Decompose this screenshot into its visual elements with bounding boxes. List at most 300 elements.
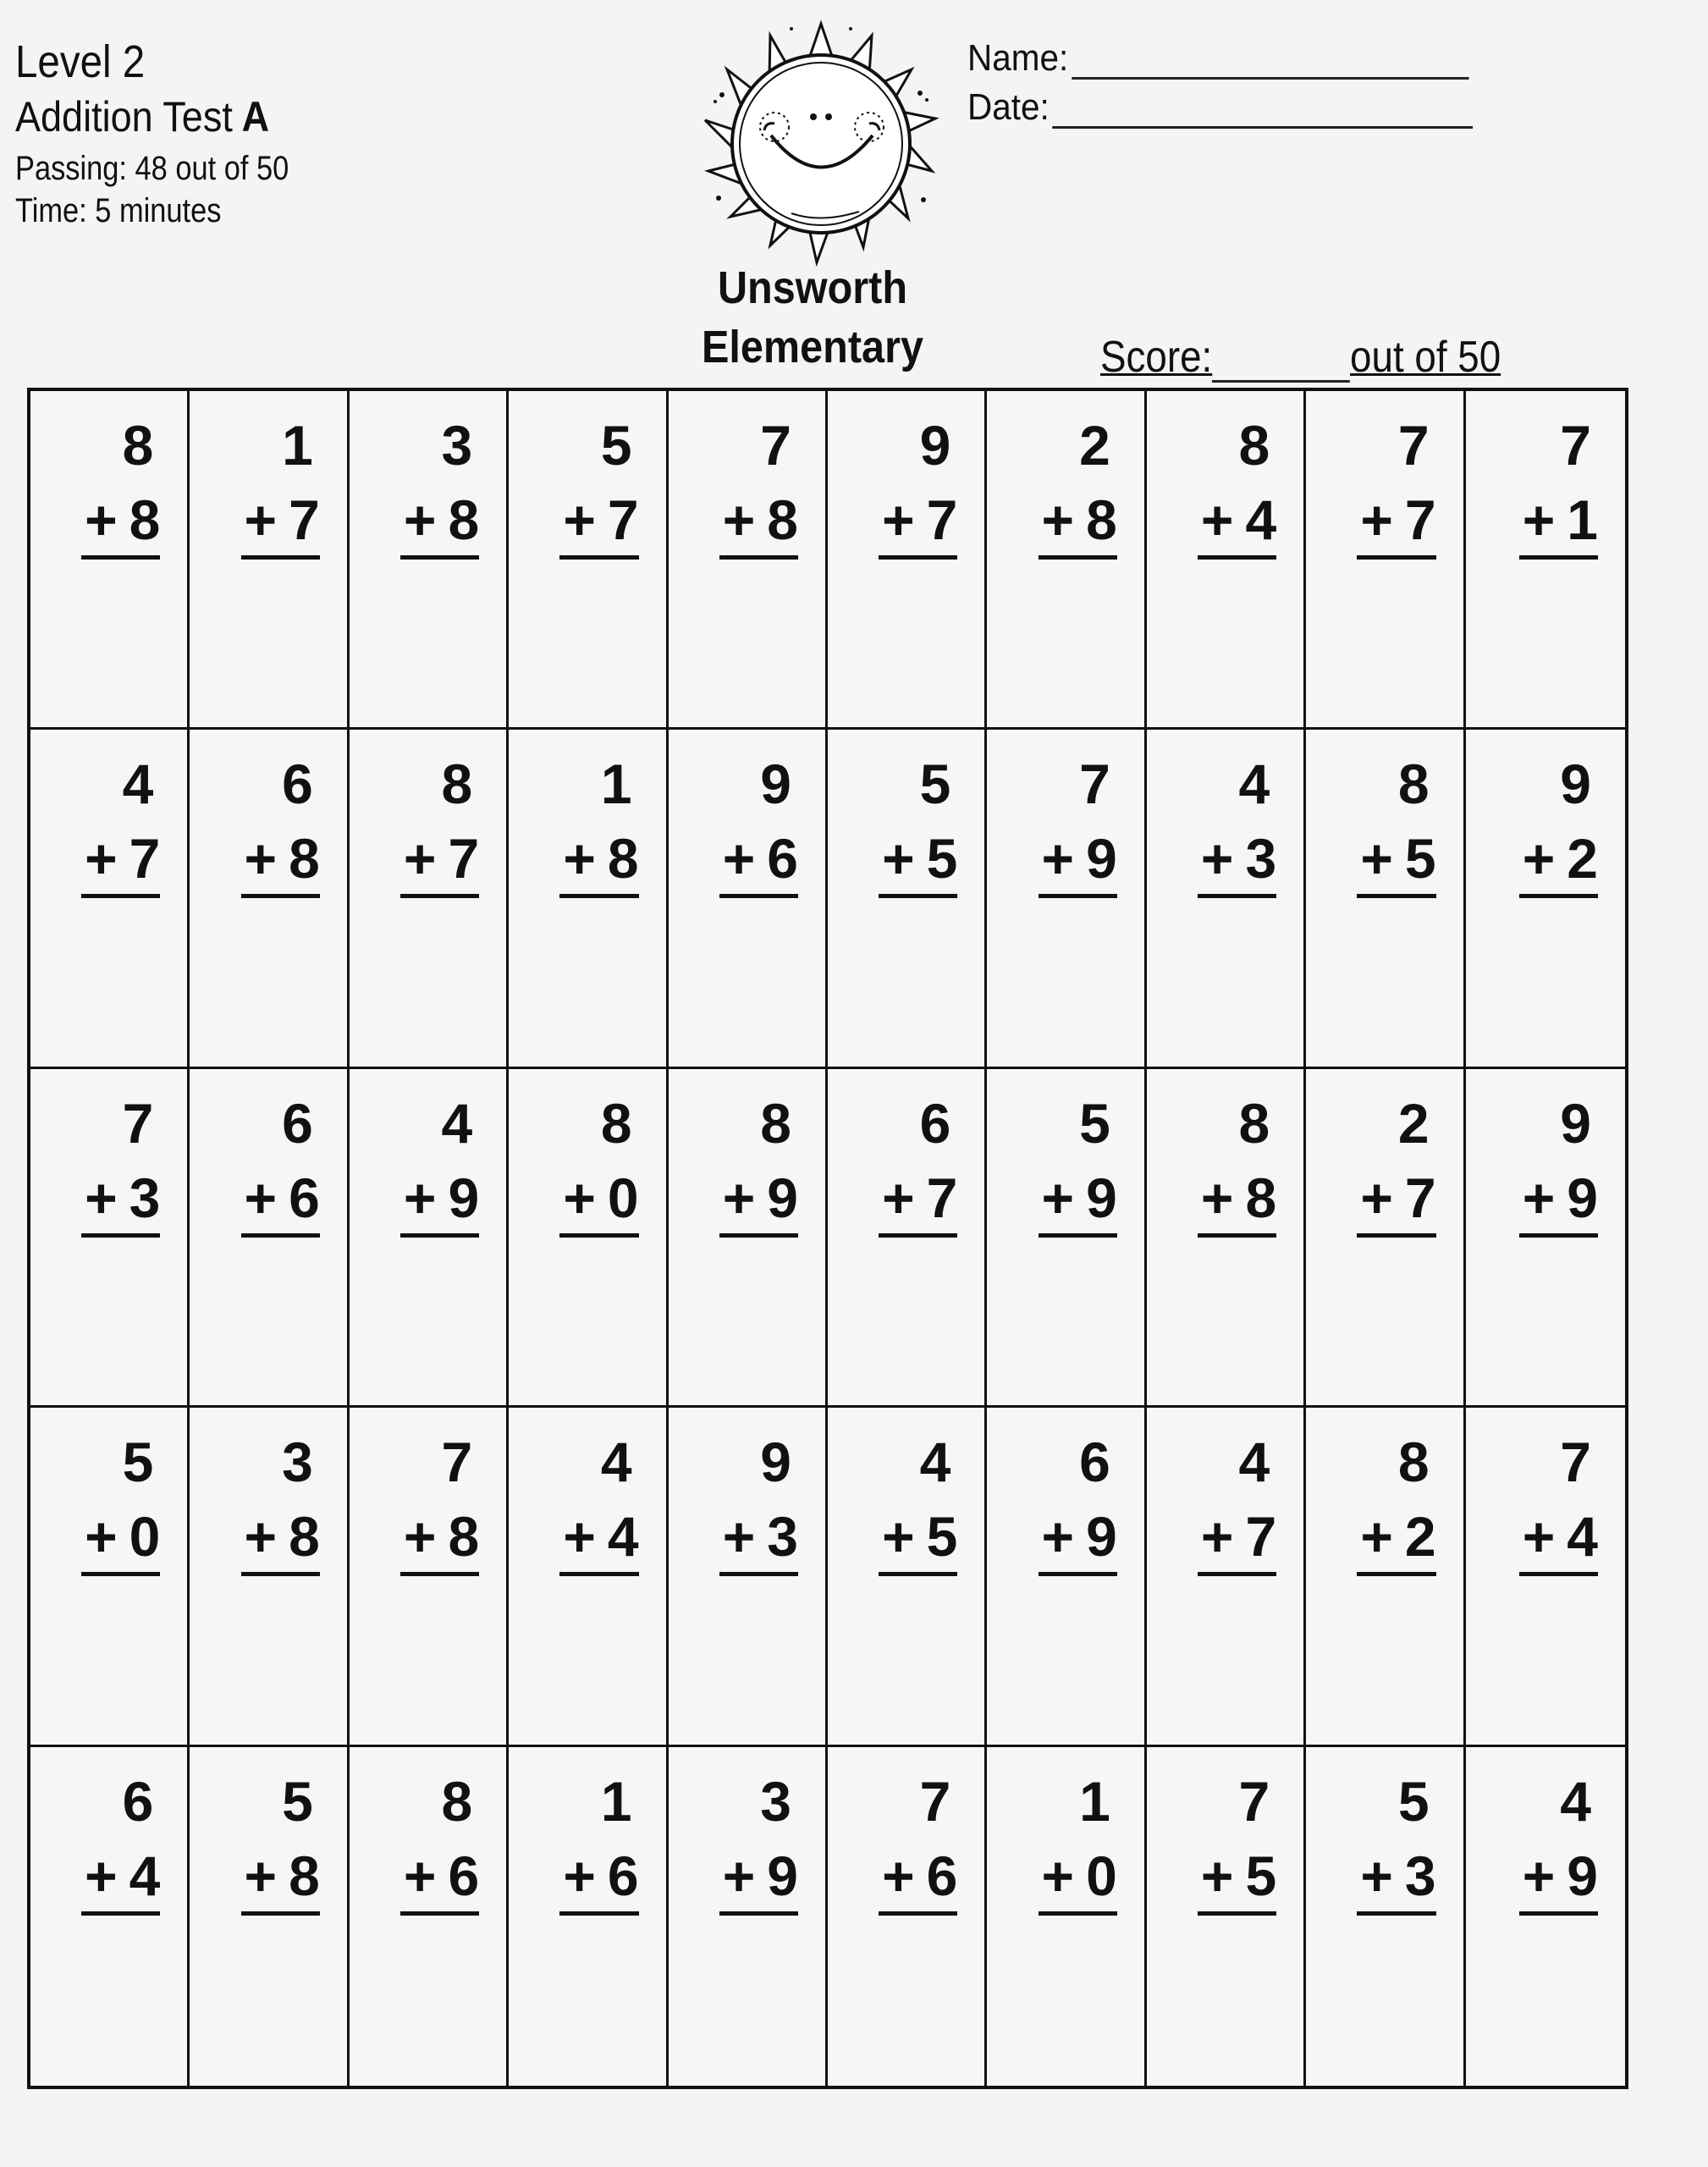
addend-bottom	[1198, 1501, 1276, 1576]
plus-sign: +	[244, 1844, 278, 1907]
addend-bottom-value: 8	[448, 1505, 480, 1569]
addend-bottom-value: 7	[1404, 488, 1436, 551]
plus-sign: +	[1360, 1166, 1393, 1229]
addition-problem	[81, 1762, 160, 1916]
plus-sign: +	[85, 1844, 118, 1907]
plus-sign: +	[882, 1505, 915, 1569]
addend-bottom-value: 5	[926, 1505, 958, 1569]
problem-cell[interactable]	[828, 1069, 987, 1408]
plus-sign: +	[722, 827, 756, 891]
problem-cell[interactable]	[1466, 1408, 1625, 1746]
addend-bottom-value: 7	[1404, 1166, 1436, 1229]
addend-bottom-value: 8	[129, 488, 161, 551]
addition-problem	[241, 1084, 320, 1238]
addend-bottom-value: 6	[926, 1844, 958, 1907]
addend-bottom	[81, 1840, 160, 1916]
addend-top: 8	[1238, 1091, 1270, 1155]
addend-bottom	[879, 1840, 957, 1916]
problem-cell[interactable]	[190, 391, 349, 730]
problem-cell[interactable]	[828, 1408, 987, 1746]
addend-bottom	[1039, 1840, 1117, 1916]
addend-bottom-value: 4	[1567, 1505, 1598, 1569]
addition-problem	[1039, 745, 1117, 898]
plus-sign: +	[1360, 827, 1393, 891]
addend-bottom-value: 4	[607, 1505, 639, 1569]
plus-sign: +	[1522, 488, 1556, 551]
addend-bottom	[1357, 1840, 1435, 1916]
addend-bottom-value: 1	[1567, 488, 1598, 551]
addend-bottom	[1357, 484, 1435, 560]
plus-sign: +	[403, 1844, 437, 1907]
problem-cell[interactable]	[30, 1747, 190, 2086]
plus-sign: +	[1522, 827, 1556, 891]
addend-top: 1	[1079, 1769, 1110, 1833]
addend-bottom-value: 6	[448, 1844, 480, 1907]
problem-cell[interactable]	[1147, 1408, 1306, 1746]
addition-problem	[241, 406, 320, 560]
addition-problem	[81, 745, 160, 898]
addition-problem	[400, 1423, 479, 1576]
addend-bottom	[719, 1840, 798, 1916]
addend-top: 5	[600, 414, 632, 477]
addition-problem	[241, 1423, 320, 1576]
addend-top: 8	[1397, 1431, 1430, 1494]
addend-bottom-value: 7	[448, 827, 480, 891]
addition-problem	[1198, 1423, 1276, 1576]
addend-bottom-value: 6	[767, 827, 798, 891]
addend-bottom-value: 9	[1567, 1166, 1598, 1229]
addition-problem	[241, 745, 320, 898]
score-out-of: out of 50	[1350, 333, 1501, 382]
problem-cell[interactable]	[669, 1747, 828, 2086]
addition-problem	[559, 1084, 638, 1238]
addition-problem	[1519, 745, 1598, 898]
addend-bottom-value: 4	[1245, 488, 1277, 551]
passing-criteria: Passing: 48 out of 50	[15, 149, 289, 187]
addend-bottom	[1198, 484, 1276, 560]
plus-sign: +	[85, 488, 118, 551]
addend-bottom	[1519, 1501, 1598, 1576]
score-field[interactable]	[1212, 338, 1350, 383]
addend-bottom-value: 9	[1567, 1844, 1598, 1907]
plus-sign: +	[563, 1166, 596, 1229]
addend-bottom-value: 8	[607, 827, 639, 891]
addend-bottom	[1519, 484, 1598, 560]
addend-bottom-value: 8	[1245, 1166, 1277, 1229]
problem-cell[interactable]	[669, 730, 828, 1068]
addend-bottom-value: 6	[289, 1166, 320, 1229]
test-variant: A	[241, 93, 270, 141]
addend-top: 4	[1238, 1431, 1270, 1494]
addition-problem	[1039, 1762, 1117, 1916]
addition-problem	[879, 406, 957, 560]
addend-bottom-value: 3	[1404, 1844, 1436, 1907]
problem-cell[interactable]	[1147, 730, 1306, 1068]
addend-bottom-value: 9	[1086, 1505, 1117, 1569]
problem-cell[interactable]	[1466, 730, 1625, 1068]
name-row	[967, 30, 1473, 80]
problem-cell[interactable]	[350, 1408, 509, 1746]
problem-cell[interactable]	[1466, 1747, 1625, 2086]
addend-bottom-value: 4	[129, 1844, 161, 1907]
addend-top: 1	[600, 753, 632, 816]
plus-sign: +	[563, 1505, 596, 1569]
addition-problem	[1198, 406, 1276, 560]
problem-cell[interactable]	[669, 1408, 828, 1746]
addition-problem	[559, 1423, 638, 1576]
addend-bottom	[1198, 823, 1276, 898]
addend-bottom	[400, 1501, 479, 1576]
plus-sign: +	[1200, 488, 1234, 551]
addend-top: 5	[1079, 1091, 1110, 1155]
addend-bottom-value: 5	[1404, 827, 1436, 891]
addend-bottom-value: 2	[1567, 827, 1598, 891]
addend-bottom	[719, 823, 798, 898]
plus-sign: +	[1041, 488, 1075, 551]
addend-top: 9	[919, 414, 951, 477]
name-date-block	[967, 30, 1517, 129]
addend-bottom	[879, 1162, 957, 1238]
addend-top: 5	[1397, 1769, 1430, 1833]
addend-bottom-value: 9	[767, 1166, 798, 1229]
problem-cell[interactable]	[509, 1747, 668, 2086]
addend-top: 6	[919, 1091, 951, 1155]
problem-cell[interactable]	[828, 730, 987, 1068]
addend-top: 8	[760, 1091, 791, 1155]
addend-top: 4	[1238, 753, 1270, 816]
addend-top: 3	[760, 1769, 791, 1833]
problem-cell[interactable]	[190, 1069, 349, 1408]
addend-bottom-value: 9	[1086, 827, 1117, 891]
addend-bottom-value: 3	[767, 1505, 798, 1569]
plus-sign: +	[1200, 827, 1234, 891]
problem-cell[interactable]	[1306, 391, 1465, 730]
addend-top: 5	[282, 1769, 313, 1833]
problem-cell[interactable]	[190, 1408, 349, 1746]
problem-cell[interactable]	[1306, 730, 1465, 1068]
addend-top: 9	[760, 753, 791, 816]
addition-problem	[1519, 1084, 1598, 1238]
school-name-line1: Unsworth Elementary	[701, 262, 924, 372]
addend-bottom-value: 7	[289, 488, 320, 551]
addend-top: 4	[122, 753, 154, 816]
problem-cell[interactable]	[1466, 391, 1625, 730]
addition-problem	[81, 1084, 160, 1238]
plus-sign: +	[563, 1844, 596, 1907]
addend-bottom	[559, 484, 638, 560]
addend-top: 6	[282, 753, 313, 816]
addition-problem	[559, 406, 638, 560]
addend-top: 7	[1238, 1769, 1270, 1833]
addend-top: 9	[760, 1431, 791, 1494]
addend-bottom	[1198, 1840, 1276, 1916]
addend-bottom-value: 3	[1245, 827, 1277, 891]
addition-problem	[1198, 745, 1276, 898]
plus-sign: +	[403, 1505, 437, 1569]
plus-sign: +	[722, 1505, 756, 1569]
addend-bottom	[81, 1501, 160, 1576]
addend-top: 7	[1079, 753, 1110, 816]
addend-bottom	[400, 484, 479, 560]
addition-problem	[1357, 1084, 1435, 1238]
problem-cell[interactable]	[30, 391, 190, 730]
addend-bottom	[1198, 1162, 1276, 1238]
plus-sign: +	[1200, 1166, 1234, 1229]
addend-bottom	[559, 823, 638, 898]
problem-cell[interactable]	[1147, 391, 1306, 730]
addition-problem	[1519, 1762, 1598, 1916]
plus-sign: +	[244, 488, 278, 551]
addition-problem	[879, 745, 957, 898]
problem-cell[interactable]	[1147, 1069, 1306, 1408]
addend-bottom-value: 0	[1086, 1844, 1117, 1907]
date-label: Date:	[967, 86, 1050, 128]
plus-sign: +	[1522, 1505, 1556, 1569]
problem-cell[interactable]	[350, 391, 509, 730]
addend-top: 4	[1560, 1769, 1591, 1833]
addition-problem	[1198, 1762, 1276, 1916]
plus-sign: +	[563, 827, 596, 891]
addition-problem	[559, 745, 638, 898]
addend-bottom	[879, 823, 957, 898]
plus-sign: +	[1041, 1844, 1075, 1907]
plus-sign: +	[1200, 1844, 1234, 1907]
addend-bottom	[241, 484, 320, 560]
addition-problem	[241, 1762, 320, 1916]
addend-top: 8	[1397, 753, 1430, 816]
addend-top: 6	[122, 1769, 154, 1833]
addend-bottom	[879, 1501, 957, 1576]
addend-top: 7	[441, 1431, 473, 1494]
addend-bottom	[1039, 1162, 1117, 1238]
problem-cell[interactable]	[350, 1747, 509, 2086]
addition-problem	[400, 745, 479, 898]
plus-sign: +	[85, 1166, 118, 1229]
addend-bottom	[241, 1162, 320, 1238]
problem-grid	[27, 388, 1628, 2089]
plus-sign: +	[403, 488, 437, 551]
problem-cell[interactable]	[509, 1408, 668, 1746]
problem-cell[interactable]	[828, 1747, 987, 2086]
addend-bottom-value: 8	[289, 1505, 320, 1569]
addend-bottom	[559, 1162, 638, 1238]
addend-top: 6	[1079, 1431, 1110, 1494]
addend-bottom-value: 7	[1245, 1505, 1277, 1569]
problem-cell[interactable]	[1306, 1408, 1465, 1746]
addend-bottom-value: 8	[1086, 488, 1117, 551]
test-title-text: Addition Test	[15, 93, 233, 141]
plus-sign: +	[722, 1844, 756, 1907]
problem-cell[interactable]	[987, 391, 1146, 730]
problem-cell[interactable]	[190, 1747, 349, 2086]
addend-top: 4	[600, 1431, 632, 1494]
addend-bottom-value: 7	[607, 488, 639, 551]
plus-sign: +	[882, 1166, 915, 1229]
plus-sign: +	[403, 827, 437, 891]
addition-problem	[400, 1084, 479, 1238]
plus-sign: +	[1041, 1505, 1075, 1569]
problem-cell[interactable]	[509, 391, 668, 730]
addend-top: 8	[1238, 414, 1270, 477]
addend-bottom	[719, 484, 798, 560]
addend-bottom	[1357, 823, 1435, 898]
addend-bottom	[1357, 1162, 1435, 1238]
date-field[interactable]	[1052, 89, 1473, 129]
addition-problem	[81, 406, 160, 560]
sun-logo-icon	[690, 17, 952, 271]
addend-bottom-value: 0	[607, 1166, 639, 1229]
addend-bottom	[719, 1501, 798, 1576]
addend-top: 7	[1560, 414, 1591, 477]
problem-cell[interactable]	[30, 1408, 190, 1746]
plus-sign: +	[1360, 1844, 1393, 1907]
problem-cell[interactable]	[1306, 1069, 1465, 1408]
problem-cell[interactable]	[828, 391, 987, 730]
addend-bottom	[719, 1162, 798, 1238]
problem-cell[interactable]	[669, 391, 828, 730]
plus-sign: +	[244, 1505, 278, 1569]
addend-bottom	[1039, 484, 1117, 560]
addend-bottom	[1039, 1501, 1117, 1576]
addend-bottom	[1519, 1840, 1598, 1916]
addition-problem	[1357, 1423, 1435, 1576]
plus-sign: +	[882, 488, 915, 551]
addend-top: 7	[919, 1769, 951, 1833]
addition-problem	[719, 1762, 798, 1916]
problem-cell[interactable]	[669, 1069, 828, 1408]
addition-problem	[559, 1762, 638, 1916]
addend-top: 2	[1397, 1091, 1430, 1155]
addend-top: 6	[282, 1091, 313, 1155]
addend-bottom	[241, 823, 320, 898]
addend-top: 8	[441, 1769, 473, 1833]
addend-top: 7	[122, 1091, 154, 1155]
plus-sign: +	[722, 488, 756, 551]
addend-top: 8	[122, 414, 154, 477]
addend-bottom-value: 8	[767, 488, 798, 551]
plus-sign: +	[1522, 1844, 1556, 1907]
plus-sign: +	[563, 488, 596, 551]
addition-problem	[400, 1762, 479, 1916]
addend-bottom	[559, 1840, 638, 1916]
problem-cell[interactable]	[1466, 1069, 1625, 1408]
addition-problem	[1198, 1084, 1276, 1238]
name-field[interactable]	[1072, 40, 1468, 80]
addition-problem	[1039, 406, 1117, 560]
addition-problem	[1357, 406, 1435, 560]
addition-problem	[719, 745, 798, 898]
addend-top: 8	[441, 753, 473, 816]
addend-top: 7	[1397, 414, 1430, 477]
date-row	[967, 80, 1473, 129]
problem-cell[interactable]	[350, 1069, 509, 1408]
problem-cell[interactable]	[30, 1069, 190, 1408]
addend-bottom	[1519, 1162, 1598, 1238]
addend-bottom	[1519, 823, 1598, 898]
plus-sign: +	[85, 827, 118, 891]
addend-top: 1	[282, 414, 313, 477]
addend-bottom-value: 9	[1086, 1166, 1117, 1229]
score-block	[1100, 332, 1501, 383]
problem-cell[interactable]	[350, 730, 509, 1068]
addend-top: 2	[1079, 414, 1110, 477]
addend-bottom-value: 5	[1245, 1844, 1277, 1907]
plus-sign: +	[1041, 827, 1075, 891]
addend-top: 4	[441, 1091, 473, 1155]
plus-sign: +	[85, 1505, 118, 1569]
problem-cell[interactable]	[987, 1408, 1146, 1746]
addition-problem	[879, 1762, 957, 1916]
addition-problem	[719, 406, 798, 560]
addend-bottom	[400, 823, 479, 898]
plus-sign: +	[1522, 1166, 1556, 1229]
addend-bottom	[81, 823, 160, 898]
problem-cell[interactable]	[509, 1069, 668, 1408]
addend-top: 8	[600, 1091, 632, 1155]
addend-top: 7	[1560, 1431, 1591, 1494]
problem-cell[interactable]	[1306, 1747, 1465, 2086]
addition-problem	[879, 1084, 957, 1238]
level-label: Level 2	[15, 36, 146, 87]
plus-sign: +	[722, 1166, 756, 1229]
addend-bottom	[559, 1501, 638, 1576]
addend-bottom	[400, 1840, 479, 1916]
problem-cell[interactable]	[190, 730, 349, 1068]
addend-bottom-value: 9	[448, 1166, 480, 1229]
problem-cell[interactable]	[1147, 1747, 1306, 2086]
plus-sign: +	[1360, 1505, 1393, 1569]
addend-top: 5	[919, 753, 951, 816]
score-label: Score:	[1100, 333, 1213, 382]
addend-bottom-value: 6	[607, 1844, 639, 1907]
addend-top: 9	[1560, 1091, 1591, 1155]
test-info	[15, 36, 333, 234]
addend-top: 1	[600, 1769, 632, 1833]
addend-bottom-value: 0	[129, 1505, 161, 1569]
problem-cell[interactable]	[987, 1069, 1146, 1408]
addend-bottom-value: 8	[448, 488, 480, 551]
addend-bottom	[1039, 823, 1117, 898]
addend-bottom-value: 8	[289, 1844, 320, 1907]
addend-bottom	[81, 1162, 160, 1238]
addition-problem	[1519, 406, 1598, 560]
test-title	[15, 93, 301, 142]
addend-bottom-value: 7	[926, 488, 958, 551]
addition-problem	[81, 1423, 160, 1576]
addend-bottom-value: 8	[289, 827, 320, 891]
problem-cell[interactable]	[987, 730, 1146, 1068]
plus-sign: +	[882, 827, 915, 891]
addend-top: 5	[122, 1431, 154, 1494]
addend-top: 3	[441, 414, 473, 477]
addend-bottom	[81, 484, 160, 560]
problem-cell[interactable]	[987, 1747, 1146, 2086]
plus-sign: +	[403, 1166, 437, 1229]
addend-top: 3	[282, 1431, 313, 1494]
plus-sign: +	[882, 1844, 915, 1907]
addend-bottom-value: 3	[129, 1166, 161, 1229]
name-label: Name:	[967, 37, 1069, 79]
problem-cell[interactable]	[509, 730, 668, 1068]
addition-problem	[719, 1084, 798, 1238]
addition-problem	[400, 406, 479, 560]
addition-problem	[1357, 745, 1435, 898]
plus-sign: +	[1360, 488, 1393, 551]
problem-cell[interactable]	[30, 730, 190, 1068]
addend-top: 4	[919, 1431, 951, 1494]
plus-sign: +	[244, 827, 278, 891]
addition-problem	[1039, 1423, 1117, 1576]
